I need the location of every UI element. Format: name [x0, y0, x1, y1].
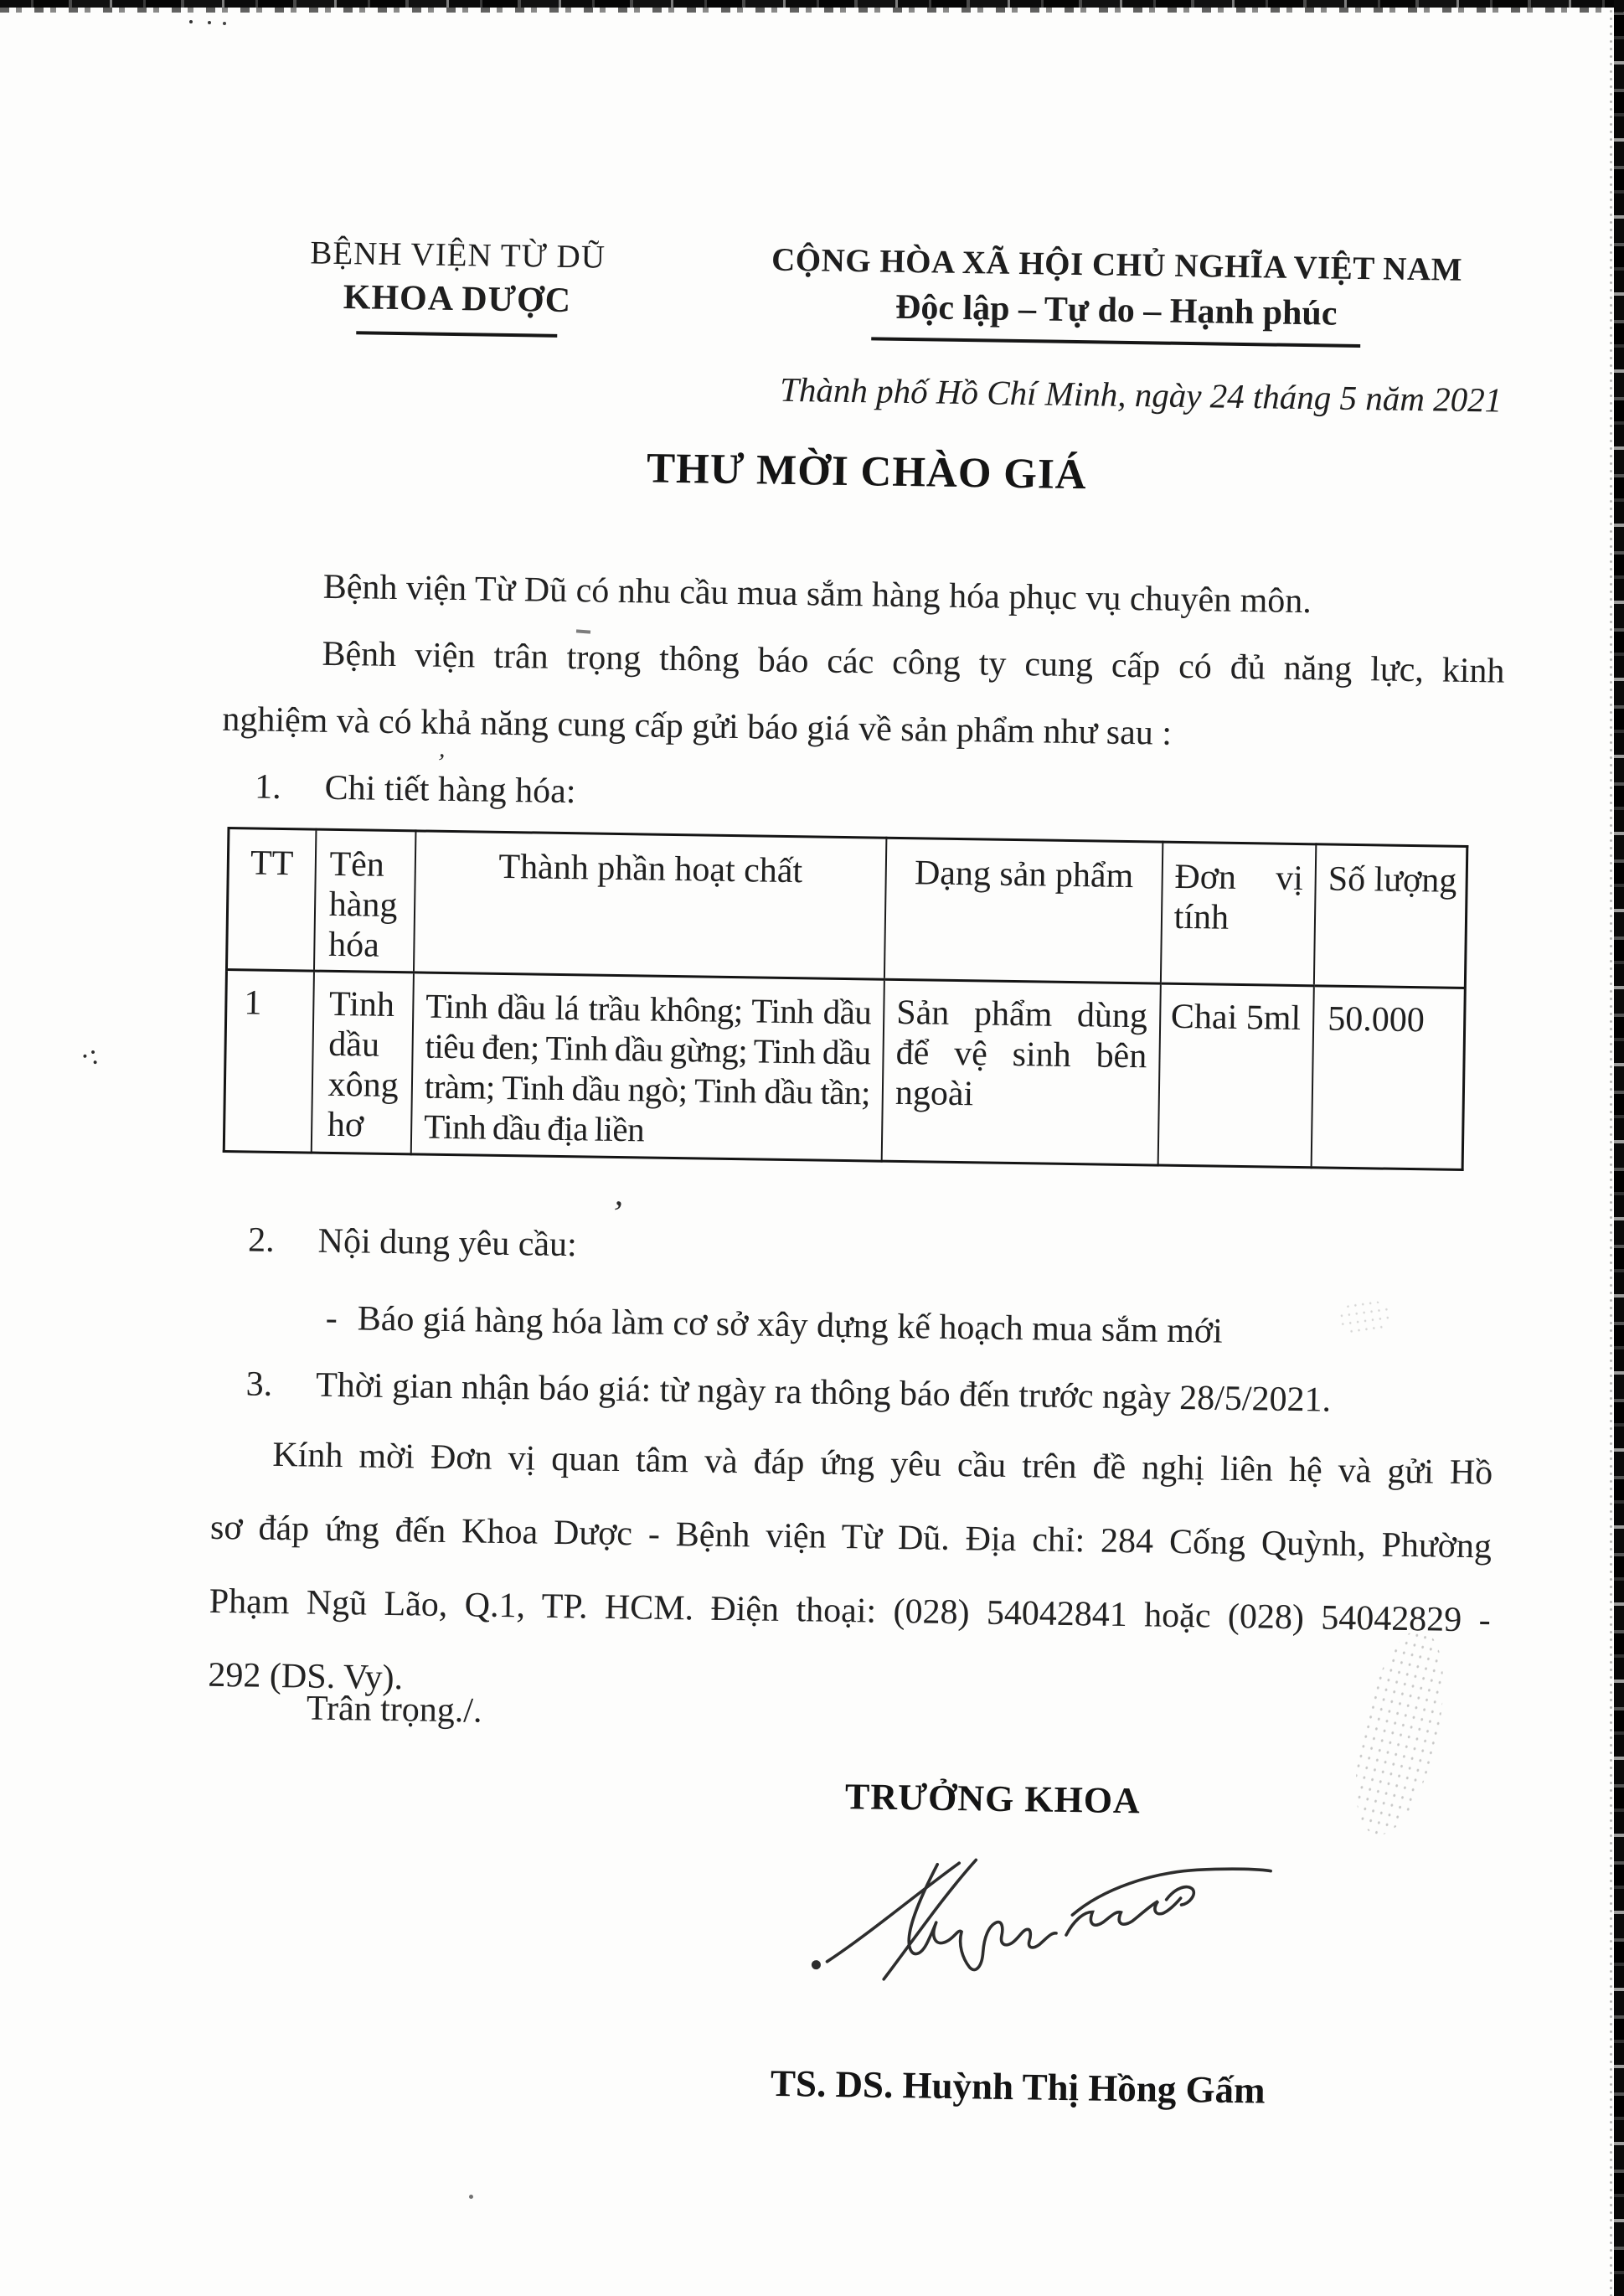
col-header-dang-san-pham: Dạng sản phẩm: [884, 838, 1163, 983]
col-header-don-vi-tinh: Đơn vị tính: [1161, 842, 1317, 986]
invitation-line-4: 292 (DS. Vy).: [208, 1655, 404, 1698]
dash-bullet: -: [325, 1298, 338, 1339]
signer-name: TS. DS. Huỳnh Thị Hồng Gấm: [770, 2061, 1266, 2112]
scan-stray-mark: ·:: [77, 1039, 101, 1073]
list-item-2-text: Nội dung yêu cầu:: [317, 1221, 578, 1265]
org-name: BỆNH VIỆN TỪ DŨ: [310, 235, 606, 276]
goods-table-header-row: [226, 828, 1467, 988]
scan-stray-mark: ’: [608, 1194, 626, 1234]
cell-tt: 1: [224, 970, 313, 1153]
signature-block: [724, 1773, 1316, 2113]
signer-position-title: TRƯỞNG KHOA: [844, 1776, 1142, 1822]
list-item-2: [248, 1206, 1497, 1292]
cell-thanh-phan: Tinh dầu lá trầu không; Tinh dầu tiêu đen; Tinh dầu gừng; Tinh dầu tràm; Tinh dầu ngò; Tinh dầu tần; Tinh dầu địa liền: [411, 973, 884, 1161]
cell-dang-san-pham: Sản phẩm dùng để vệ sinh bên ngoài: [882, 979, 1161, 1165]
list-item-3-number: 3.: [245, 1365, 273, 1404]
list-item-2-number: 2.: [247, 1220, 276, 1260]
scan-edge-top-fragments: [0, 8, 1624, 13]
handwritten-signature-icon: [810, 1856, 1281, 1989]
document-content: [202, 233, 1511, 2115]
dash-item-text: Báo giá hàng hóa làm cơ sở xây dựng kế hoạch mua sắm mới: [357, 1299, 1224, 1351]
invitation-line-2: sơ đáp ứng đến Khoa Dược - Bệnh viện Từ Dũ. Địa chỉ: 284 Cống Quỳnh, Phường: [209, 1508, 1493, 1566]
intro-paragraph-2: [222, 619, 1505, 772]
goods-table: [223, 827, 1469, 1171]
scan-edge-right-fringe: [1608, 0, 1614, 2296]
invitation-line-1: Kính mời Đơn vị quan tâm và đáp ứng yêu cầu trên đề nghị liên hệ và gửi Hồ: [272, 1435, 1493, 1493]
cell-ten-hang-hoa: Tinh dầu xông hơ: [311, 971, 413, 1154]
scan-edge-right: [1614, 0, 1624, 2296]
cell-so-luong: 50.000: [1312, 986, 1466, 1170]
org-department: KHOA DƯỢC: [343, 278, 572, 321]
scan-stray-mark: [469, 2195, 473, 2199]
col-header-thanh-phan: Thành phần hoạt chất: [414, 831, 887, 979]
closing-salutation: Trân trọng./.: [306, 1689, 482, 1731]
intro-paragraph-2-line-1: Bệnh viện trân trọng thông báo các công ty cung cấp có đủ năng lực, kinh: [322, 634, 1505, 691]
issuing-org-block: [260, 234, 655, 339]
national-motto-block: [739, 240, 1494, 349]
intro-paragraph-1: Bệnh viện Từ Dũ có nhu cầu mua sắm hàng hóa phục vụ chuyên môn.: [322, 567, 1312, 622]
col-header-so-luong: Số lượng: [1314, 844, 1467, 988]
goods-table-row: [224, 970, 1465, 1170]
national-motto: Độc lập – Tự do – Hạnh phúc: [871, 286, 1360, 348]
scan-stray-mark: [189, 20, 193, 23]
scan-stray-mark: ’: [434, 748, 447, 777]
org-underline-rule: [356, 331, 557, 338]
list-item-1-text: Chi tiết hàng hóa:: [324, 768, 576, 812]
col-header-ten-hang-hoa: Tên hàng hóa: [314, 829, 416, 973]
intro-paragraph-2-line-2: nghiệm và có khả năng cung cấp gửi báo giá về sản phẩm như sau :: [222, 699, 1173, 753]
list-item-3-text: Thời gian nhận báo giá: từ ngày ra thông báo đến trước ngày 28/5/2021.: [315, 1365, 1332, 1420]
place-date-line: Thành phố Hồ Chí Minh, ngày 24 tháng 5 năm 2021: [779, 369, 1503, 420]
invitation-line-3: Phạm Ngũ Lão, Q.1, TP. HCM. Điện thoại: (028) 54042841 hoặc (028) 54042829 -: [209, 1581, 1491, 1640]
list-item-1-number: 1.: [254, 767, 282, 807]
cell-don-vi-tinh: Chai 5ml: [1157, 983, 1314, 1168]
col-header-tt: TT: [226, 828, 316, 972]
scan-edge-top: [0, 0, 1624, 8]
document-title: THƯ MỜI CHÀO GIÁ: [646, 445, 1088, 499]
national-title: CỘNG HÒA XÃ HỘI CHỦ NGHĨA VIỆT NAM: [771, 241, 1463, 288]
letterhead: [228, 233, 1511, 352]
